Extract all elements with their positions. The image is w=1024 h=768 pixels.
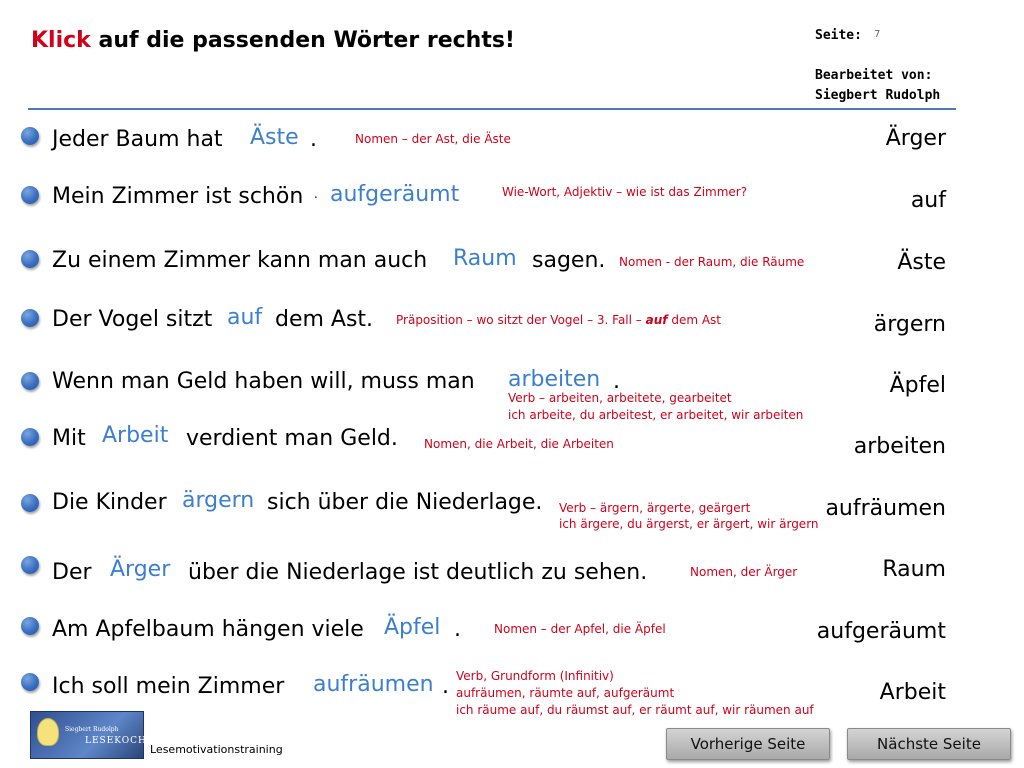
sentence-10-pre: Ich soll mein Zimmer	[52, 674, 285, 699]
bullet-icon	[21, 250, 39, 268]
header-divider	[28, 108, 956, 110]
title-text: auf die passenden Wörter rechts!	[98, 28, 515, 53]
word-option[interactable]: auf	[910, 188, 946, 213]
sentence-5-post: .	[613, 369, 620, 394]
bullet-icon	[21, 186, 39, 204]
page-label: Seite:	[815, 28, 862, 43]
bullet-icon	[21, 673, 39, 691]
sentence-7-post: sich über die Niederlage.	[267, 490, 543, 515]
sentence-7-note-1: Verb – ärgern, ärgerte, geärgert	[559, 501, 751, 515]
word-option[interactable]: Ärger	[885, 126, 946, 151]
sentence-8-answer: Ärger	[110, 557, 171, 582]
bullet-icon	[21, 127, 39, 145]
sentence-3-note: Nomen - der Raum, die Räume	[619, 255, 805, 269]
previous-page-button[interactable]: Vorherige Seite	[666, 728, 830, 760]
lightbulb-icon	[37, 718, 59, 746]
sentence-8-post: über die Niederlage ist deutlich zu sehen.	[188, 560, 648, 585]
logo-author: Siegbert Rudolph	[65, 726, 119, 733]
sentence-3-post: sagen.	[532, 248, 606, 273]
sentence-7-note-2: ich ärgere, du ärgerst, er ärgert, wir ärgern	[559, 517, 819, 531]
sentence-6-pre: Mit	[52, 426, 86, 451]
sentence-3-answer: Raum	[453, 246, 517, 271]
leserkoch-logo	[30, 711, 147, 759]
sentence-2-post: .	[314, 187, 318, 201]
sentence-9-pre: Am Apfelbaum hängen viele	[52, 617, 364, 642]
word-option[interactable]: Raum	[882, 557, 946, 582]
word-option[interactable]: arbeiten	[853, 434, 946, 459]
word-option[interactable]: Äpfel	[889, 373, 946, 398]
page-title	[31, 28, 515, 53]
page-number: 7	[874, 29, 881, 40]
sentence-5-pre: Wenn man Geld haben will, muss man	[52, 369, 475, 394]
sentence-1-answer: Äste	[250, 125, 299, 150]
sentence-2-pre: Mein Zimmer ist schön	[52, 184, 304, 209]
sentence-10-note-1: Verb, Grundform (Infinitiv)	[456, 669, 614, 683]
sentence-6-answer: Arbeit	[102, 423, 169, 448]
title-highlight: Klick	[31, 28, 91, 53]
sentence-10-answer: aufräumen	[313, 672, 434, 697]
next-page-button[interactable]: Nächste Seite	[847, 728, 1011, 760]
sentence-7-pre: Die Kinder	[52, 490, 167, 515]
sentence-4-note-emphasis: auf	[645, 313, 668, 327]
sentence-6-post: verdient man Geld.	[186, 426, 398, 451]
sentence-4-answer: auf	[227, 305, 263, 330]
sentence-1-note: Nomen – der Ast, die Äste	[355, 132, 511, 146]
sentence-4-note-text: Präposition – wo sitzt der Vogel – 3. Fall –	[396, 313, 642, 327]
sentence-3-pre: Zu einem Zimmer kann man auch	[52, 248, 428, 273]
bullet-icon	[21, 617, 39, 635]
sentence-5-note-2: ich arbeite, du arbeitest, er arbeitet, wir arbeiten	[508, 408, 804, 422]
bullet-icon	[21, 556, 39, 574]
sentence-9-answer: Äpfel	[384, 615, 441, 640]
bullet-icon	[21, 372, 39, 390]
sentence-2-answer: aufgeräumt	[330, 182, 460, 207]
sentence-1-post: .	[310, 127, 317, 152]
sentence-1-pre: Jeder Baum hat	[52, 127, 223, 152]
sentence-7-answer: ärgern	[182, 488, 255, 513]
sentence-10-post: .	[442, 674, 449, 699]
bullet-icon	[21, 309, 39, 327]
footer-label: Lesemotivationstraining	[150, 743, 283, 756]
sentence-9-post: .	[454, 617, 461, 642]
bullet-icon	[21, 428, 39, 446]
sentence-4-note	[396, 313, 721, 328]
logo-brand: LESEKOCH	[85, 736, 147, 746]
sentence-4-note-tail: dem Ast	[671, 313, 721, 327]
word-option[interactable]: ärgern	[873, 312, 946, 337]
sentence-6-note: Nomen, die Arbeit, die Arbeiten	[424, 437, 614, 451]
author-name: Siegbert Rudolph	[815, 88, 941, 103]
sentence-2-note: Wie-Wort, Adjektiv – wie ist das Zimmer?	[502, 185, 748, 199]
word-option[interactable]: aufräumen	[825, 496, 946, 521]
sentence-4-pre: Der Vogel sitzt	[52, 307, 213, 332]
sentence-8-note: Nomen, der Ärger	[690, 565, 798, 579]
sentence-10-note-2: aufräumen, räumte auf, aufgeräumt	[456, 686, 675, 700]
sentence-10-note-3: ich räume auf, du räumst auf, er räumt auf, wir räumen auf	[456, 703, 814, 717]
word-option[interactable]: Äste	[897, 250, 946, 275]
bullet-icon	[21, 494, 39, 512]
sentence-9-note: Nomen – der Apfel, die Äpfel	[494, 622, 666, 636]
edited-by-label: Bearbeitet von:	[815, 68, 933, 83]
sentence-5-note-1: Verb – arbeiten, arbeitete, gearbeitet	[508, 391, 732, 405]
sentence-5-answer: arbeiten	[508, 367, 601, 392]
word-option[interactable]: aufgeräumt	[816, 619, 946, 644]
sentence-8-pre: Der	[52, 560, 92, 585]
sentence-4-post: dem Ast.	[275, 307, 374, 332]
word-option[interactable]: Arbeit	[879, 680, 946, 705]
